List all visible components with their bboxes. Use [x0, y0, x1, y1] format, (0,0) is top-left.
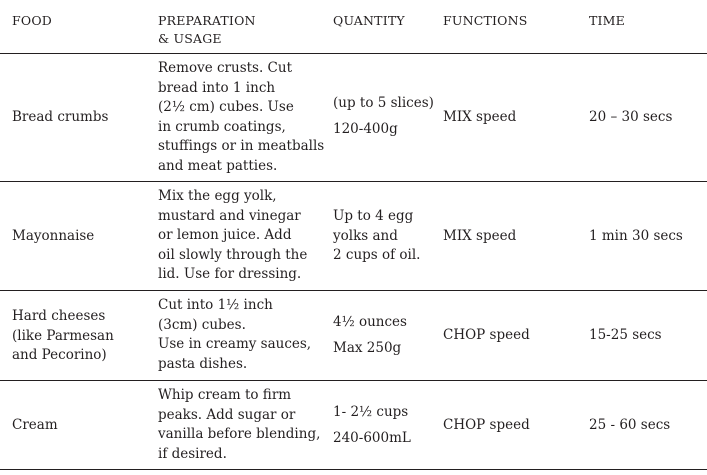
- preparation-line: mustard and vinegar: [158, 207, 301, 224]
- preparation-line: oil slowly through the: [158, 246, 308, 263]
- preparation-line: (3cm) cubes.: [158, 316, 246, 333]
- preparation-line: lid. Use for dressing.: [158, 266, 302, 282]
- header-functions: FUNCTIONS: [443, 13, 528, 28]
- function-cell: CHOP speed: [443, 327, 530, 343]
- preparation-line: pasta dishes.: [158, 355, 248, 372]
- preparation-line: and meat patties.: [158, 157, 278, 174]
- time-cell: 1 min 30 secs: [589, 228, 683, 244]
- table-row: [0, 54, 707, 181]
- quantity-cell: [333, 94, 434, 139]
- table-row: [0, 381, 707, 469]
- time-cell: 15-25 secs: [589, 327, 662, 343]
- preparation-line: Cut into 1½ inch: [158, 297, 273, 313]
- food-cell: [12, 307, 114, 366]
- time-cell: 20 – 30 secs: [589, 109, 673, 125]
- header-time: TIME: [589, 13, 625, 28]
- function-cell: MIX speed: [443, 109, 517, 125]
- food-line: Hard cheeses: [12, 308, 106, 324]
- preparation-line: Remove crusts. Cut: [158, 60, 293, 76]
- preparation-line: Mix the egg yolk,: [158, 188, 277, 204]
- table-row: [0, 182, 707, 290]
- preparation-line: Whip cream to firm: [158, 387, 292, 403]
- preparation-cell: [158, 59, 324, 176]
- header-food: FOOD: [12, 13, 52, 28]
- quantity-line: 4½ ounces: [333, 314, 407, 330]
- food-line: Bread crumbs: [12, 109, 109, 125]
- preparation-line: stuffings or in meatballs: [158, 138, 325, 154]
- preparation-line: peaks. Add sugar or: [158, 406, 296, 423]
- quantity-cell: [333, 207, 420, 266]
- food-cell: [12, 227, 94, 247]
- food-line: Mayonnaise: [12, 228, 95, 244]
- preparation-line: if desired.: [158, 445, 227, 462]
- food-cell: [12, 108, 108, 128]
- preparation-cell: [158, 187, 307, 285]
- preparation-line: (2½ cm) cubes. Use: [158, 99, 294, 115]
- food-line: and Pecorino): [12, 347, 107, 363]
- quantity-cell: [333, 313, 407, 358]
- quantity-line: Max 250g: [333, 339, 402, 356]
- quantity-line: 120-400g: [333, 120, 398, 137]
- quantity-line: 2 cups of oil.: [333, 247, 421, 263]
- header-preparation-line1: PREPARATION: [158, 13, 256, 28]
- preparation-cell: [158, 296, 311, 374]
- food-cell: [12, 416, 58, 436]
- quantity-cell: [333, 403, 411, 448]
- quantity-line: 1- 2½ cups: [333, 404, 409, 420]
- function-cell: MIX speed: [443, 228, 517, 244]
- preparation-cell: [158, 386, 320, 464]
- quantity-line: Up to 4 egg: [333, 208, 414, 224]
- quantity-line: yolks and: [333, 227, 398, 244]
- quantity-line: 240-600mL: [333, 429, 411, 446]
- header-preparation: [158, 12, 256, 48]
- header-quantity: QUANTITY: [333, 13, 405, 28]
- header-preparation-line2: & USAGE: [158, 31, 222, 46]
- food-line: (like Parmesan: [12, 327, 114, 344]
- table-row: [0, 291, 707, 380]
- preparation-line: in crumb coatings,: [158, 118, 286, 135]
- divider-bottom: [0, 469, 707, 470]
- time-cell: 25 - 60 secs: [589, 417, 671, 433]
- preparation-line: or lemon juice. Add: [158, 227, 292, 243]
- function-cell: CHOP speed: [443, 417, 530, 433]
- quantity-line: (up to 5 slices): [333, 95, 434, 111]
- table-header: [0, 0, 707, 54]
- preparation-line: vanilla before blending,: [158, 426, 321, 442]
- food-line: Cream: [12, 417, 58, 433]
- preparation-line: bread into 1 inch: [158, 79, 276, 96]
- preparation-line: Use in creamy sauces,: [158, 336, 312, 352]
